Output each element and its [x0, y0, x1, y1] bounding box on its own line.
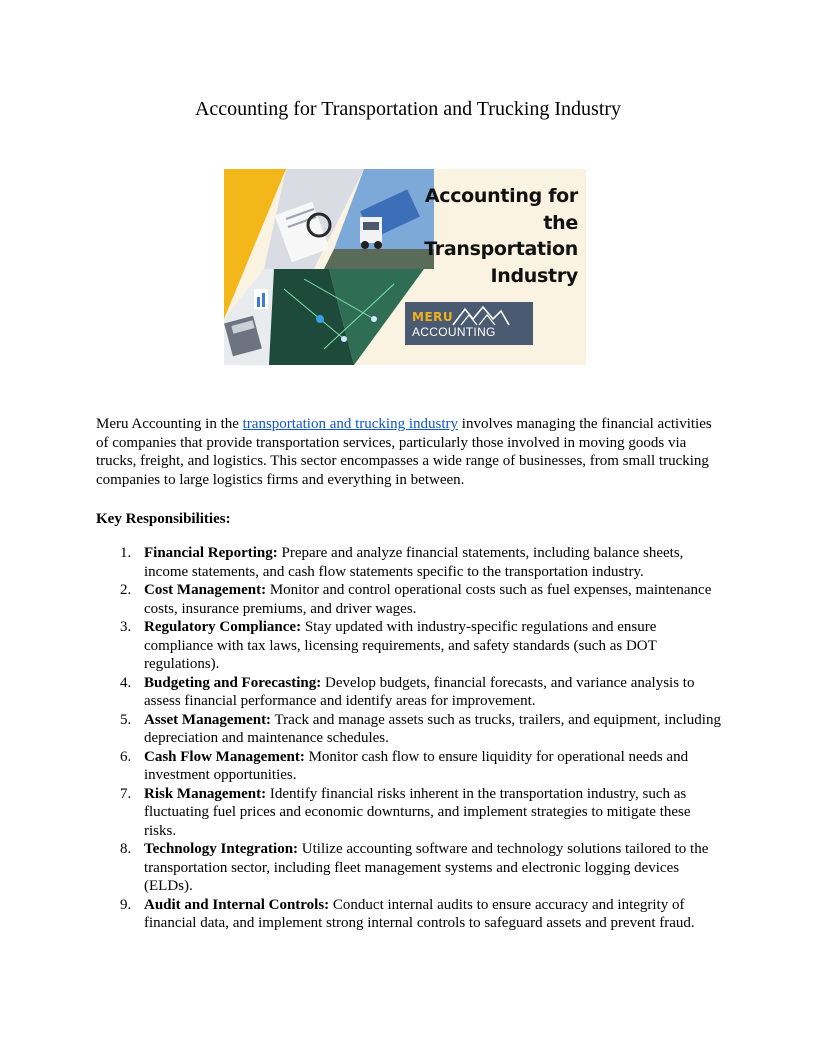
logo-word-top: MERU [412, 310, 454, 324]
industry-link[interactable]: transportation and trucking industry [242, 416, 459, 432]
list-item: 9. Audit and Internal Controls: Conduct internal audits to ensure accuracy and integrity of financial data, and implement strong internal controls to safeguard assets and prevent fraud. [120, 896, 695, 931]
list-item: 4. Budgeting and Forecasting: Develop budgets, financial forecasts, and variance analysis to assess financial performance and identify areas for improvement. [120, 674, 695, 709]
key-responsibilities-heading: Key Responsibilities: [96, 511, 231, 527]
list-item: 2. Cost Management: Monitor and control operational costs such as fuel expenses, maintenance costs, insurance premiums, and driver wages. [120, 582, 712, 617]
mountain-icon [451, 305, 511, 327]
meru-accounting-logo [405, 302, 533, 345]
logo-word-bottom: ACCOUNTING [412, 325, 496, 339]
list-item: 8. Technology Integration: Utilize accounting software and technology solutions tailored to the transportation sector, including fleet management systems and electronic logging devices (ELDs). [120, 841, 709, 894]
banner-heading: Accounting for the Transportation Industry [424, 185, 578, 287]
responsibilities-list [96, 544, 726, 933]
intro-paragraph: Meru Accounting in the transportation and trucking industry involves managing the financial activities of companies that provide transportation services, particularly those involved in moving goods via trucks, freight, and logistics. This sector encompasses a wide range of businesses, from small trucking companies to large logistics firms and everything in between. [96, 416, 712, 488]
page-title: Accounting for Transportation and Trucking Industry [194, 98, 622, 120]
list-item: 6. Cash Flow Management: Monitor cash flow to ensure liquidity for operational needs and investment opportunities. [120, 748, 689, 783]
list-item: 7. Risk Management: Identify financial risks inherent in the transportation industry, such as fluctuating fuel prices and economic downturns, and implement strategies to mitigate these risks. [120, 785, 691, 839]
list-item: 1. Financial Reporting: Prepare and analyze financial statements, including balance sheets, income statements, and cash flow statements specific to the transportation industry. [120, 545, 684, 580]
banner-image [224, 169, 586, 365]
list-item: 3. Regulatory Compliance: Stay updated with industry-specific regulations and ensure compliance with tax laws, licensing requirements, and safety standards (such as DOT regulations). [120, 619, 657, 672]
list-item: 5. Asset Management: Track and manage assets such as trucks, trailers, and equipment, including depreciation and maintenance schedules. [120, 711, 721, 746]
